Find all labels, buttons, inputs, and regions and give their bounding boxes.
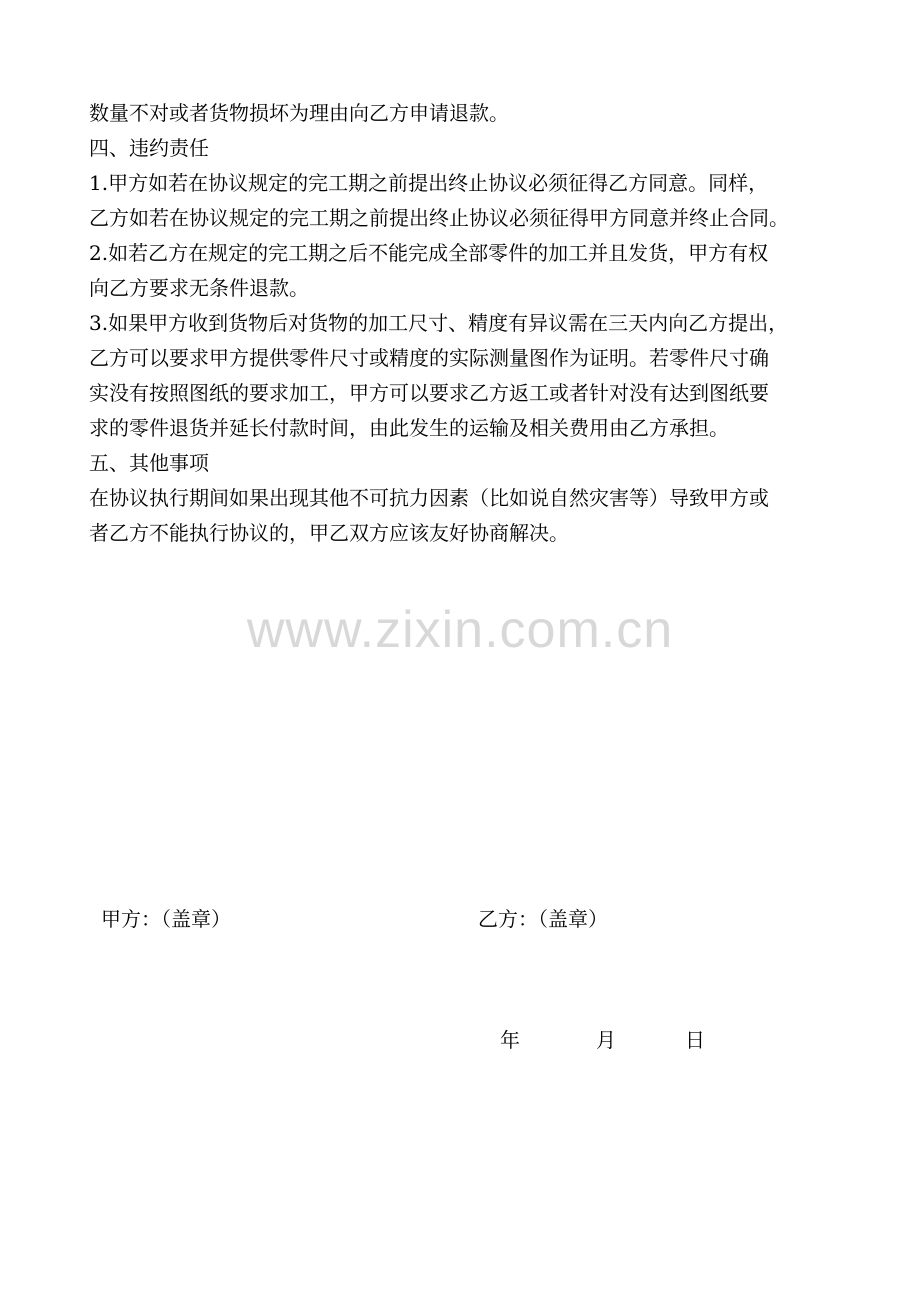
body-line: 1.甲方如若在协议规定的完工期之前提出终止协议必须征得乙方同意。同样， <box>89 171 769 195</box>
body-line: 在协议执行期间如果出现其他不可抗力因素（比如说自然灾害等）导致甲方或 <box>89 486 769 510</box>
body-line: 求的零件退货并延长付款时间，由此发生的运输及相关费用由乙方承担。 <box>89 416 729 440</box>
body-line: 3.如果甲方收到货物后对货物的加工尺寸、精度有异议需在三天内向乙方提出， <box>89 311 789 335</box>
body-line: 者乙方不能执行协议的，甲乙双方应该友好协商解决。 <box>89 521 569 545</box>
date-month-label: 月 <box>596 1028 616 1052</box>
body-line: 乙方如若在协议规定的完工期之前提出终止协议必须征得甲方同意并终止合同。 <box>89 206 789 230</box>
body-line: 2.如若乙方在规定的完工期之后不能完成全部零件的加工并且发货，甲方有权 <box>89 241 769 265</box>
body-line: 实没有按照图纸的要求加工，甲方可以要求乙方返工或者针对没有达到图纸要 <box>89 381 769 405</box>
body-line: 乙方可以要求甲方提供零件尺寸或精度的实际测量图作为证明。若零件尺寸确 <box>89 346 769 370</box>
body-line: 向乙方要求无条件退款。 <box>89 276 309 300</box>
section-heading-other: 五、其他事项 <box>89 451 209 475</box>
body-line: 数量不对或者货物损坏为理由向乙方申请退款。 <box>89 101 509 125</box>
party-b-seal-label: 乙方：（盖章） <box>478 907 608 931</box>
date-day-label: 日 <box>685 1028 705 1052</box>
date-year-label: 年 <box>500 1028 520 1052</box>
agreement-body <box>89 96 834 551</box>
watermark: www.zixin.com.cn <box>246 601 674 659</box>
section-heading-breach: 四、违约责任 <box>89 136 209 160</box>
party-a-seal-label: 甲方：（盖章） <box>101 907 231 931</box>
